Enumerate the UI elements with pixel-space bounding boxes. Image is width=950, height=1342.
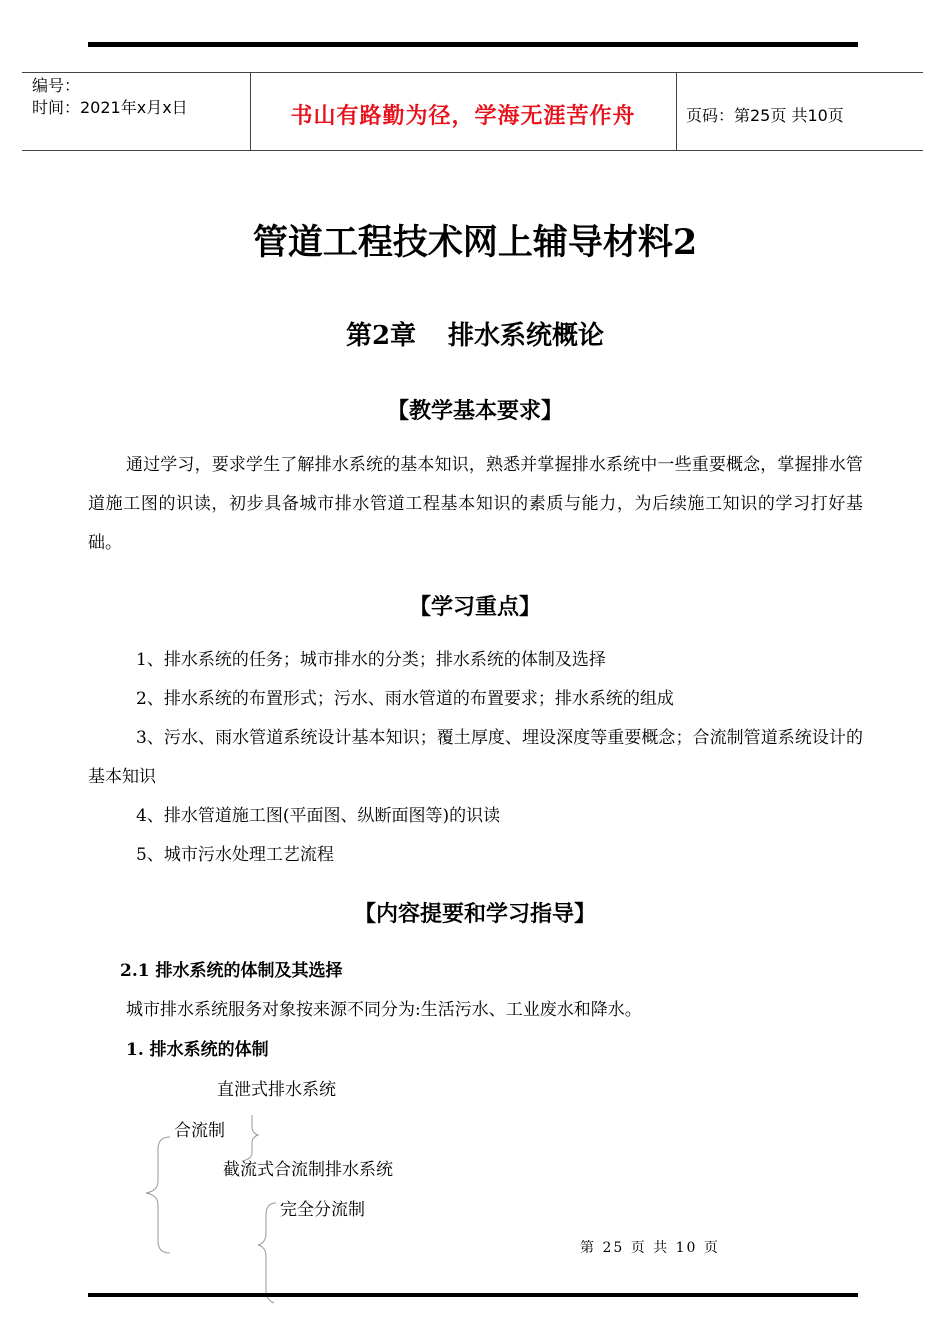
document-number-label: 编号： <box>32 76 81 95</box>
requirements-heading: 【教学基本要求】 <box>386 398 563 424</box>
subsection-paragraph: 城市排水系统服务对象按来源不同分为:生活污水、工业废水和降水。 <box>126 1000 642 1020</box>
header-page-info: 页码：第25页 共10页 <box>686 106 844 125</box>
page-footer: 第 25 页 共 10 页 <box>580 1240 720 1256</box>
tree-node-combined: 合流制 <box>174 1121 225 1141</box>
document-title: 管道工程技术网上辅导材料2 <box>252 222 698 263</box>
keypoint-item: 2、排水系统的布置形式；污水、雨水管道的布置要求；排水系统的组成 <box>136 689 674 709</box>
document-time: 时间：2021年x月x日 <box>32 98 188 117</box>
content-heading: 【内容提要和学习指导】 <box>353 901 596 927</box>
header-motto: 书山有路勤为径，学海无涯苦作舟 <box>290 103 636 129</box>
tree-node-direct: 直泄式排水系统 <box>217 1080 336 1100</box>
keypoint-item: 3、污水、雨水管道系统设计基本知识；覆土厚度、埋设深度等重要概念；合流制管道系统设计的基本知识 <box>88 728 863 787</box>
header-divider <box>676 73 677 150</box>
chapter-title: 排水系统概论 <box>448 321 605 351</box>
chapter-number: 第2章 <box>345 321 417 351</box>
header-table <box>22 72 923 151</box>
header-left-cell <box>32 75 188 119</box>
bottom-rule <box>88 1293 858 1297</box>
chapter-heading <box>0 315 950 352</box>
keypoint-item: 5、城市污水处理工艺流程 <box>136 845 334 865</box>
item-title: 1. 排水系统的体制 <box>126 1040 269 1060</box>
tree-node-separate: 完全分流制 <box>280 1200 365 1220</box>
keypoint-item: 1、排水系统的任务；城市排水的分类；排水系统的体制及选择 <box>136 650 606 670</box>
subsection-title: 2.1 排水系统的体制及其选择 <box>120 961 343 981</box>
top-rule <box>88 42 858 47</box>
keypoint-item: 4、排水管道施工图(平面图、纵断面图等)的识读 <box>136 806 501 826</box>
requirements-paragraph: 通过学习，要求学生了解排水系统的基本知识，熟悉并掌握排水系统中一些重要概念，掌握排水管道施工图的识读，初步具备城市排水管道工程基本知识的素质与能力，为后续施工知识的学习打好基础。 <box>88 455 863 553</box>
keypoints-heading: 【学习重点】 <box>408 594 541 620</box>
classification-brace-icon <box>140 1115 290 1305</box>
tree-node-intercepting: 截流式合流制排水系统 <box>223 1160 393 1180</box>
